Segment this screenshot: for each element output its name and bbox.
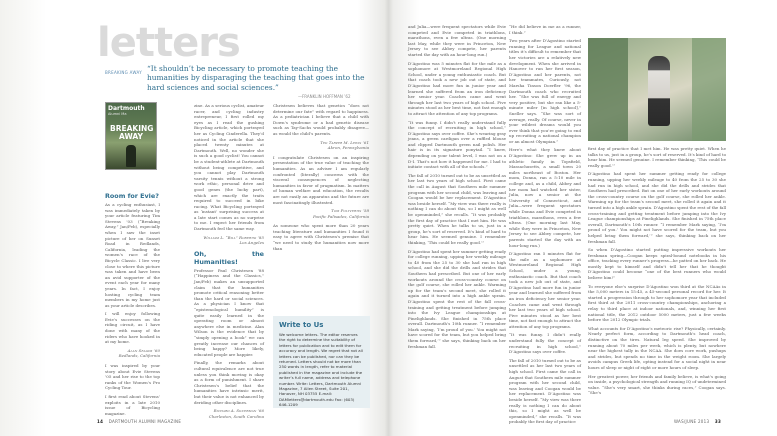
photo-runner-figure [648,56,670,126]
signature-place: Charleston, South Carolina [208,413,264,419]
letter-signature [194,408,264,419]
letters-column-1 [105,190,160,414]
article-paragraph: “He did believe in me as a runner, I think.” [509,24,581,35]
signature-name: William L. “Bill” Robertsi ’85 [203,234,264,240]
signature-place: Pacific Palisades, California [312,213,369,219]
letters-column-2 [194,103,264,419]
signature-name: Tom Polyvertis ’58 [331,208,369,214]
article-paragraph: What accounts for D’Agostino’s meteoric rise? Physically, certainly. Nearly perfect form, according to Dartmouth’s head coach, distinctive on the tires. Natural leg speed. She improved by running about 70 miles per week, which is plenty, but nowhere near the highest tally in the NCAA. She does core work, pushups and strides, but spends no time in the weight room. She largely avoids campus Greek life, opting instead for a social night in near hours of sleep or night of eight or more hours of sleep. [588,325,726,370]
signature-name: Alan Seagim ’60 [127,347,160,353]
left-folio [97,419,181,424]
cover-subtitle: Alumni Ma [108,112,127,116]
letter-paragraph: I was inspired by your story about Evie Stevens ’05 and her rise to the top ranks of the Women’s Pro Cycling Tour. [105,363,160,391]
letter-paragraph: Christesen believes that genetics “does not determine our fate” with regard to happiness. As a pediatrician I believe that a child with Down’s syndrome or a bad genetic disease such as Tay-Sachs would probably disagree—as would the child’s parents. [273,103,369,136]
article-column-1 [408,24,506,352]
section-title: letters [97,20,240,66]
write-to-us-title: Write to Us [279,321,324,329]
article-column-3-text [588,146,726,399]
runner-photo [588,38,726,141]
article-paragraph: The fall of 2010 turned out to be as unsettled as her last two years of high school. First came the call in August that Southern mile summer program with her second child, was leaving and Coogan would be her replacement. D’Agostino was beside herself. “My view was there really is nothing I can do about this, so I might as well be openminded,” she recalls. “It was probably the first day of practice that I met him. He was pretty quiet. When he talks to us, just in a group, he’s sort of reserved. It’s kind of hard to hear him. He seemed genuine. I remember thinking, ‘This could be really good.’” [408,172,506,245]
signature-place: Akron, Pennsylvania [327,145,369,151]
photo-foliage-right [692,38,726,141]
article-paragraph: “It was funny. I didn’t really understand fully the concept of recruiting in high school,” D’Agostino says over coffee. [509,332,581,355]
letter-paragraph: Professor Paul Christesen ’88 (“Happiness and the Classics,” Jan/Feb) makes an unsupported claim that the humanities promote critical reasoning better than the hard or social sciences. As a physician I know that “epistemological humility” is quite easily learned in the operating room or almost anywhere else in medicine. Alan Wilson is the evidence that by “simply opening a book” we can greatly increase our chances of being happy? More likely, educated people are happier. [194,267,264,357]
article-paragraph: To everyone else’s surprise D’Agostino won third at the NCAAs in the 5,000 meters in 15:45, a 45-second personal record for her. It started a progression through to her sophomore year that included first third at the 2011 cross-country championships, anchoring a relay to third place at indoor nationals, and, winning her first national title, the 2012 outdoor 5000 meters, just a few weeks before the 2012 Olympic trials. [588,283,726,323]
magazine-cover-image [105,102,157,170]
signature-name: Richard A. Silverman ’66 [213,408,264,414]
article-paragraph: first day of practice that I met him. He was pretty quiet. When he talks to us, just in a group, he’s sort of reserved. It’s kind of hard to hear him. He seemed genuine. I remember thinking, ‘This could be really good.’” [588,146,726,168]
letter-heading: Oh, the Humanities! [194,249,264,266]
article-paragraph: D’Agostino was 5 minutes flat for the mile as a sophomore at Westmoreland Regional High School, under a young enthusiastic coach. But that coach took a new job out of state, and D’Agostino had more fun in junior year and learned she suffered from an iron deficiency her senior year. Coaches came and went through her last two years of high school. Five minutes stood as her best time, not fast enough to attract the attention of any top programs. [408,60,506,116]
signature-name: Ted Tarper M. Lewis ’61 [320,139,369,145]
write-to-us-body: We welcome letters. The editor reserves the right to determine the suitability of letters for publication and to edit them for accuracy and length. We regret that not all letters can be published, nor can they be returned. Letters should not be more than 250 words in length, refer to material published in the magazine and include the writer’s full name, address and telephone number. Write: Letters, Dartmouth Alumni Magazine, 7 Allen Street, Suite 201, Hanover, NH 03755 E-mail: DAMletters@dartmouth.edu Fax: (603) 646-1209 [279,332,363,408]
letter-signature [273,208,369,219]
pull-quote-label: BREAKING AWAY [105,70,142,75]
letter-signature [273,140,369,151]
left-page-number: 14 [97,419,104,424]
letter-paragraph: I will enjoy following Evie’s successes on the riding circuit, as I have done with many of the riders who have hooked in at my home. [105,311,160,345]
photo-foliage-left [588,38,628,141]
right-page [391,0,777,436]
write-to-us-box [273,316,370,408]
letter-paragraph: As someone who spent more than 20 years teaching literature and humanities I found it easy to agree with Christesen’s premise that “we need to study the humanities now more than [273,223,369,251]
article-paragraph: So when D’Agostino started putting impressive workouts her freshman spring—Coogan keeps spiral-bound notebooks in his office, tracking every runner’s progress—he patted on her back. He mostly kept to himself and didn’t tell her that he thought D’Agostino could become “one of the best runners who would believe him!” [588,247,726,281]
letter-heading: Room for Evie? [105,192,159,200]
article-paragraph: “It was funny. I didn’t really understand fully the concept of recruiting in high school,” D’Agostino says over coffee. She’s wearing gray jeans, a green cardigan over a ruffled blouse and clipped Dartmouth green nail polish. Her hair is in its signature ponytail. “I knew, depending on your talent level, I was not on a D-I. That’s not how it happened for me. I had to initiate contact with all of the schools.” [408,119,506,170]
article-paragraph: D’Agostino had spent her summer getting ready for college running, upping her weekly mileage to 40 from the 25 to 30 she had run in high school, and she did the drills and strides that Southern had prescribed. But on one of her early workouts around the cross-country course on the golf course, she rolled her ankle. Warming up for the team’s second meet, she rolled it again and it turned into a high ankle sprain. D’Agostino spent the rest of the fall cross-training and getting treatment before jumping into the Ivy League championships at Pinelighlands. She finished in 75th place overall, Dartmouth’s 10th runner. “I remember Mark saying, ‘I’m proud of you.’ You might not have scored for the team, but you helped bring them forward,’” she says, thinking back on her freshman fall. [588,171,726,244]
right-folio [674,419,725,424]
letter-paragraph: zine. As a serious cyclist, amateur racer, and cycling industry entrepreneur, I first rolled my eyes as I read the gushing Bicycling article, which portrayed her as Cycling Cinderella. They’d noticed in the article that she placed twenty minutes at Dartmouth. Well, no wonder she is such a good cyclist! You cannot be a student-athlete at Dartmouth without being competitive, and you cannot play Dartmouth varsity tennis without a strong work ethic, personal drive and good genes (the lucky part), which are exactly the traits required to succeed in bike racing. What Bicycling portrayed as ‘instant’ surprising success at a late start comes as no surprise to me. I expect her friends from Dartmouth feel the same way. [194,103,264,232]
left-page [0,0,386,436]
signature-place: Redlands, California [118,353,160,359]
article-column-2 [509,24,581,425]
pull-quote: “It shouldn’t be necessary to promote teaching the humanities by disparaging the teaching that goes into the hard sciences and social sciences.” [147,64,365,92]
article-paragraph: Here’s what they knew about D’Agostino: She grew up in an athletic family in Topsfield, Massachusetts, a small town 20 miles northeast of Boston. Her mom, Donna, ran a 5:10 mile in college and, as a child, Abbey and her mom had watched her sister, Julia, now a senior at the University of Connecticut, and Julia—were frequent spectators while Donna and Evie competed in triathlons, marathons, even a few ultras. (One morning last May, while they were in Princeton, New Jersey to see Abbey compete, her parents started the day with an hour-long run.) [509,147,581,248]
right-page-number: 33 [714,419,722,424]
article-paragraph: Her greatest power, her friends and family believe, is what’s going on inside, a psychological strength and running IQ of undetermined value. “She’s very smart, she thinks during races,” Coogan says. “She’s [588,373,726,396]
cover-masthead: Dartmouth [108,105,145,112]
signature-place: Los Angeles [239,240,264,246]
cover-runner-figure [126,145,136,167]
right-folio-date: WAS/JUNE 2013 [674,419,710,424]
cover-headline: BREAKING AWAY [110,124,154,141]
letter-paragraph: I first read about Stevens’ exploits in a late 2010 issue of Bicycling magazine. [105,394,160,416]
pull-quote-cite: —FRANKLIN HOFFMAN ’62 [298,94,351,99]
article-paragraph: and Julia—were frequent spectators while Evie competed and Evie competed in triathlons, marathons, even a few ultras. (One morning last May, while they were in Princeton, New Jersey to see Abbey compete, her parents started the day with an hour-long run.) [408,24,506,57]
letter-paragraph: As a cycling enthusiast, I was immediately taken by your article featuring Tim Stevens ’03 (“Breaking Away,” Jan/Feb), especially when I saw the inset picture of her on Sunset Road in Redlands, California, leading the women’s race of the Bicycle Classic. I live very close to where this picture was taken and have been an avid supporter of the event each year for many years. In fact, I enjoy hosting cycling team members in my home just as your article describes. [105,202,160,308]
letter-paragraph: I congratulate Christesen on an inspiring presentation of the true value of teaching the humanities. As an adviser I am regularly confronted (literally) concerns with the visceral consequences of neglecting humanities in favor of pragmatism. In matters of human welfare and education, the results are not easily an apparatus and the future are most fascinatingly illustrated. [273,154,369,205]
article-paragraph: The fall of 2010 turned out to be as unsettled as her last two years of high school. First came the call in August that Southern mile summer program with her second child, was leaving and Coogan would be her replacement. D’Agostino was beside herself. “My view was there really is nothing I can do about this, so I might as well be openminded,” she recalls. “It was probably the first day of practice [509,357,581,425]
article-paragraph: D’Agostino had spent her summer getting ready for college running, upping her weekly mileage to 40 from the 25 to 30 she had run in high school, and she did the drills and strides that Southern had prescribed. But one of her early workouts around the cross-country course on the golf course, she rolled her ankle. Warming up for the team’s second meet, she rolled it again and it turned into a high ankle sprain. D’Agostino spent the rest of the fall cross-training and getting treatment before jumping into the Ivy League championships at Pinelighlands. She finished in 75th place overall. Dartmouth’s 10th runner. “I remember Mark saying, ‘I’m proud of you.’ You might not have scored for the team, but you helped bring them forward,’” she says, thinking back on her freshman fall. [408,248,506,349]
article-paragraph: Two years after D’Agostino started running for League and national titles it’s difficult to remember that her victories are a relatively new development. When she arrived in Hanover to run her first season, D’Agostino and her parents, not her teammates, Curiously, not Marsha Tinson Doerfler ’96, the Dartmouth coach who recruited her. “She was full of energy and very positive, but she ran like a 5-minute miler [in high school],” Sneller says. “She was sort of average, really. Of course, never in your wildest dreams would you ever think that you’re going to end up recruiting a national champion or an almost Olympian.” [509,38,581,144]
letter-signature [194,235,264,246]
left-folio-title: DARTMOUTH ALUMNI MAGAZINE [108,419,182,424]
article-paragraph: D’Agostino ran 5 minutes flat for the mile as a sophomore at Westmoreland Regional High School, under a young, enthusiastic coach. But that coach took a new job out of state, and D’Agostino had more fun in junior year and learned she suffered from an iron deficiency her senior year. Coaches came and went through her last two years of high school. Five minutes stood as her best time, not fast enough to attract the attention of any top programs. [509,251,581,329]
letter-signature [105,348,160,359]
letter-paragraph: Finally, the remarks about cultural equivalence are not true unless you think moving is okay as a form of punishment. I share Christesen’s belief that the humanities have intrinsic merit, but their value is not enhanced by deriding other disciplines. [194,360,264,405]
letters-column-3 [273,103,369,254]
